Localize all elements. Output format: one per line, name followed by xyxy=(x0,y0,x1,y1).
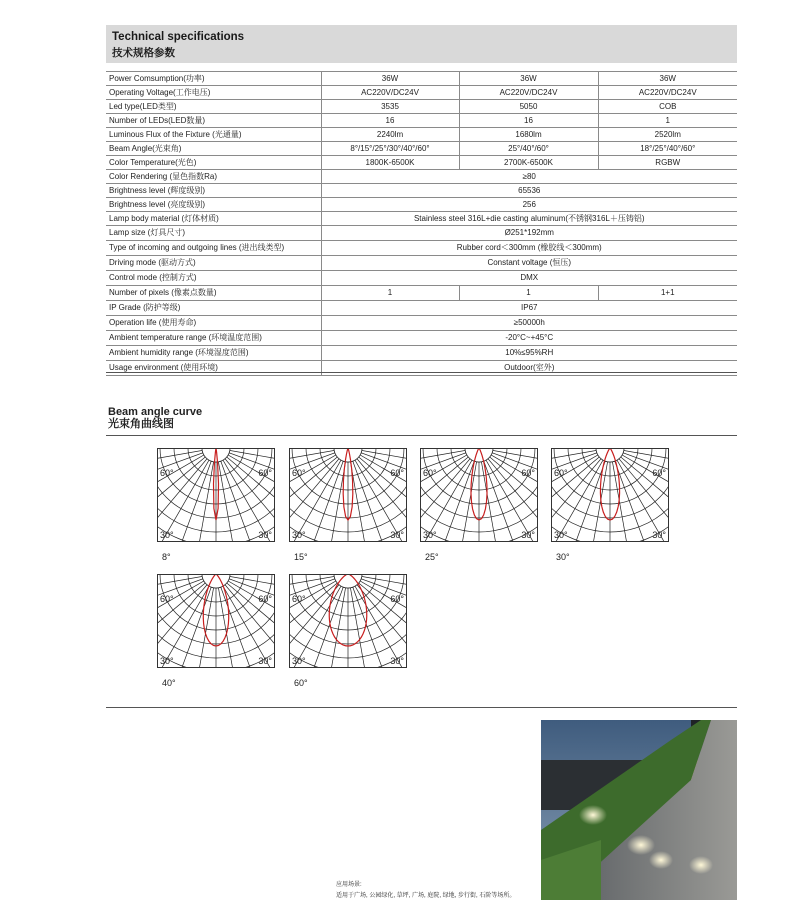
spec-row xyxy=(106,286,737,301)
spec-value: 3535 xyxy=(321,100,459,114)
beam-diagram xyxy=(551,448,669,542)
polar-grid xyxy=(157,574,275,668)
spec-value: -20°C~+45°C xyxy=(321,331,737,346)
spec-row xyxy=(106,226,737,241)
spec-value: 36W xyxy=(321,72,459,86)
diagram-bottom-rule xyxy=(106,707,737,708)
polar-tick-label: 30° xyxy=(390,530,404,540)
beam-diagram-label: 25° xyxy=(425,552,439,562)
polar-grid xyxy=(289,448,407,542)
spec-value: 25°/40°/60° xyxy=(459,142,598,156)
beam-polar-chart xyxy=(551,448,669,542)
polar-tick-label: 60° xyxy=(390,594,404,604)
spec-value: RGBW xyxy=(598,156,737,170)
spec-value: Rubber cord＜300mm (橡胶线＜300mm) xyxy=(321,241,737,256)
spec-value: 1680lm xyxy=(459,128,598,142)
application-photo xyxy=(541,720,737,900)
spec-title-en: Technical specifications xyxy=(112,31,245,43)
polar-grid xyxy=(420,448,538,542)
spec-value: Stainless steel 316L+die casting aluminum(不锈钢316L＋压铸铝) xyxy=(321,212,737,226)
spec-header xyxy=(106,25,737,63)
polar-tick-label: 30° xyxy=(160,656,174,666)
spec-value: 16 xyxy=(321,114,459,128)
polar-tick-label: 60° xyxy=(652,468,666,478)
spec-label: Color Temperature(光色) xyxy=(106,156,321,170)
polar-tick-label: 60° xyxy=(258,468,272,478)
spec-value: AC220V/DC24V xyxy=(598,86,737,100)
spec-value: 1800K-6500K xyxy=(321,156,459,170)
beam-diagram-label: 30° xyxy=(556,552,570,562)
polar-tick-label: 30° xyxy=(390,656,404,666)
spec-value: AC220V/DC24V xyxy=(321,86,459,100)
spec-label: Number of LEDs(LED数量) xyxy=(106,114,321,128)
spec-value: 16 xyxy=(459,114,598,128)
spec-label: Brightness level (辉度级别) xyxy=(106,184,321,198)
spec-value: 65536 xyxy=(321,184,737,198)
spec-value: ≥80 xyxy=(321,170,737,184)
spec-label: Brightness level (亮度级别) xyxy=(106,198,321,212)
beam-title-cn: 光束角曲线图 xyxy=(108,418,174,430)
polar-tick-label: 30° xyxy=(258,656,272,666)
spec-row xyxy=(106,86,737,100)
spec-label: Ambient humidity range (环境湿度范围) xyxy=(106,346,321,361)
spec-row xyxy=(106,72,737,86)
spec-value: 1+1 xyxy=(598,286,737,301)
beam-diagram-label: 40° xyxy=(162,678,176,688)
spec-value: 1 xyxy=(321,286,459,301)
spec-label: Luminous Flux of the Fixture (光通量) xyxy=(106,128,321,142)
spec-value: 36W xyxy=(598,72,737,86)
spec-row xyxy=(106,316,737,331)
spec-row xyxy=(106,271,737,286)
spec-value: Outdoor(室外) xyxy=(321,361,737,376)
spec-value: COB xyxy=(598,100,737,114)
beam-diagram xyxy=(289,574,407,668)
spec-label: IP Grade (防护等级) xyxy=(106,301,321,316)
spec-value: ≥50000h xyxy=(321,316,737,331)
polar-tick-label: 30° xyxy=(292,530,306,540)
beam-section-rule xyxy=(106,435,737,436)
beam-polar-chart xyxy=(289,574,407,668)
spec-value: AC220V/DC24V xyxy=(459,86,598,100)
spec-value: 18°/25°/40°/60° xyxy=(598,142,737,156)
spec-label: Power Comsumption(功率) xyxy=(106,72,321,86)
spec-label: Ambient temperature range (环境温度范围) xyxy=(106,331,321,346)
polar-tick-label: 30° xyxy=(423,530,437,540)
polar-tick-label: 60° xyxy=(390,468,404,478)
spec-label: Led type(LED类型) xyxy=(106,100,321,114)
spec-value: 2240lm xyxy=(321,128,459,142)
beam-diagram xyxy=(157,574,275,668)
application-text: 适用于广场, 公园绿化, 草坪, 广场, 庭院, 绿地, 步行街, 石阶等场所。 xyxy=(336,893,516,899)
beam-diagram-label: 8° xyxy=(162,552,171,562)
polar-tick-label: 60° xyxy=(521,468,535,478)
beam-diagram-label: 60° xyxy=(294,678,308,688)
spec-label: Driving mode (驱动方式) xyxy=(106,256,321,271)
table-bottom-rule xyxy=(106,372,737,373)
polar-tick-label: 60° xyxy=(160,468,174,478)
polar-tick-label: 30° xyxy=(521,530,535,540)
spec-label: Type of incoming and outgoing lines (进出线类型) xyxy=(106,241,321,256)
spec-label: Control mode (控制方式) xyxy=(106,271,321,286)
beam-diagram xyxy=(289,448,407,542)
spec-value: 36W xyxy=(459,72,598,86)
spec-row xyxy=(106,156,737,170)
beam-polar-chart xyxy=(420,448,538,542)
spec-row xyxy=(106,184,737,198)
spec-row xyxy=(106,346,737,361)
spec-row xyxy=(106,361,737,376)
spec-row xyxy=(106,301,737,316)
spec-value: 8°/15°/25°/30°/40°/60° xyxy=(321,142,459,156)
spec-value: 10%≤95%RH xyxy=(321,346,737,361)
spec-value: DMX xyxy=(321,271,737,286)
spec-row xyxy=(106,198,737,212)
spec-value: 1 xyxy=(598,114,737,128)
polar-tick-label: 60° xyxy=(292,594,306,604)
polar-tick-label: 60° xyxy=(554,468,568,478)
spec-row xyxy=(106,241,737,256)
spec-label: Operation life (使用寿命) xyxy=(106,316,321,331)
polar-tick-label: 60° xyxy=(258,594,272,604)
spec-table xyxy=(106,71,737,376)
spec-label: Usage environment (使用环境) xyxy=(106,361,321,376)
spec-value: 2700K-6500K xyxy=(459,156,598,170)
spec-row xyxy=(106,114,737,128)
beam-diagram-label: 15° xyxy=(294,552,308,562)
spec-row xyxy=(106,212,737,226)
spec-value: Ø251*192mm xyxy=(321,226,737,241)
application-note xyxy=(336,880,515,902)
spec-label: Color Rendering (显色指数Ra) xyxy=(106,170,321,184)
spec-label: Lamp size (灯具尺寸) xyxy=(106,226,321,241)
spec-row xyxy=(106,142,737,156)
polar-tick-label: 60° xyxy=(423,468,437,478)
spec-label: Operating Voltage(工作电压) xyxy=(106,86,321,100)
application-title: 应用场景: xyxy=(336,882,362,888)
beam-section-title xyxy=(108,406,202,430)
spec-label: Number of pixels (像素点数量) xyxy=(106,286,321,301)
spec-row xyxy=(106,128,737,142)
beam-title-en: Beam angle curve xyxy=(108,406,203,418)
polar-tick-label: 60° xyxy=(160,594,174,604)
spec-row xyxy=(106,100,737,114)
beam-polar-chart xyxy=(157,448,275,542)
polar-tick-label: 30° xyxy=(160,530,174,540)
spec-title-cn: 技术规格参数 xyxy=(112,47,175,59)
spec-value: 5050 xyxy=(459,100,598,114)
spec-row xyxy=(106,256,737,271)
spec-value: 1 xyxy=(459,286,598,301)
polar-tick-label: 30° xyxy=(258,530,272,540)
spec-row xyxy=(106,331,737,346)
spec-value: 2520lm xyxy=(598,128,737,142)
polar-tick-label: 30° xyxy=(554,530,568,540)
polar-tick-label: 60° xyxy=(292,468,306,478)
polar-grid xyxy=(289,574,407,668)
beam-diagram xyxy=(157,448,275,542)
spec-value: 256 xyxy=(321,198,737,212)
spec-label: Beam Angle(光束角) xyxy=(106,142,321,156)
beam-polar-chart xyxy=(157,574,275,668)
polar-tick-label: 30° xyxy=(652,530,666,540)
beam-polar-chart xyxy=(289,448,407,542)
spec-value: Constant voltage (恒压) xyxy=(321,256,737,271)
spec-row xyxy=(106,170,737,184)
polar-tick-label: 30° xyxy=(292,656,306,666)
polar-grid xyxy=(157,448,275,542)
beam-diagram xyxy=(420,448,538,542)
spec-value: IP67 xyxy=(321,301,737,316)
polar-grid xyxy=(551,448,669,542)
spec-label: Lamp body material (灯体材质) xyxy=(106,212,321,226)
